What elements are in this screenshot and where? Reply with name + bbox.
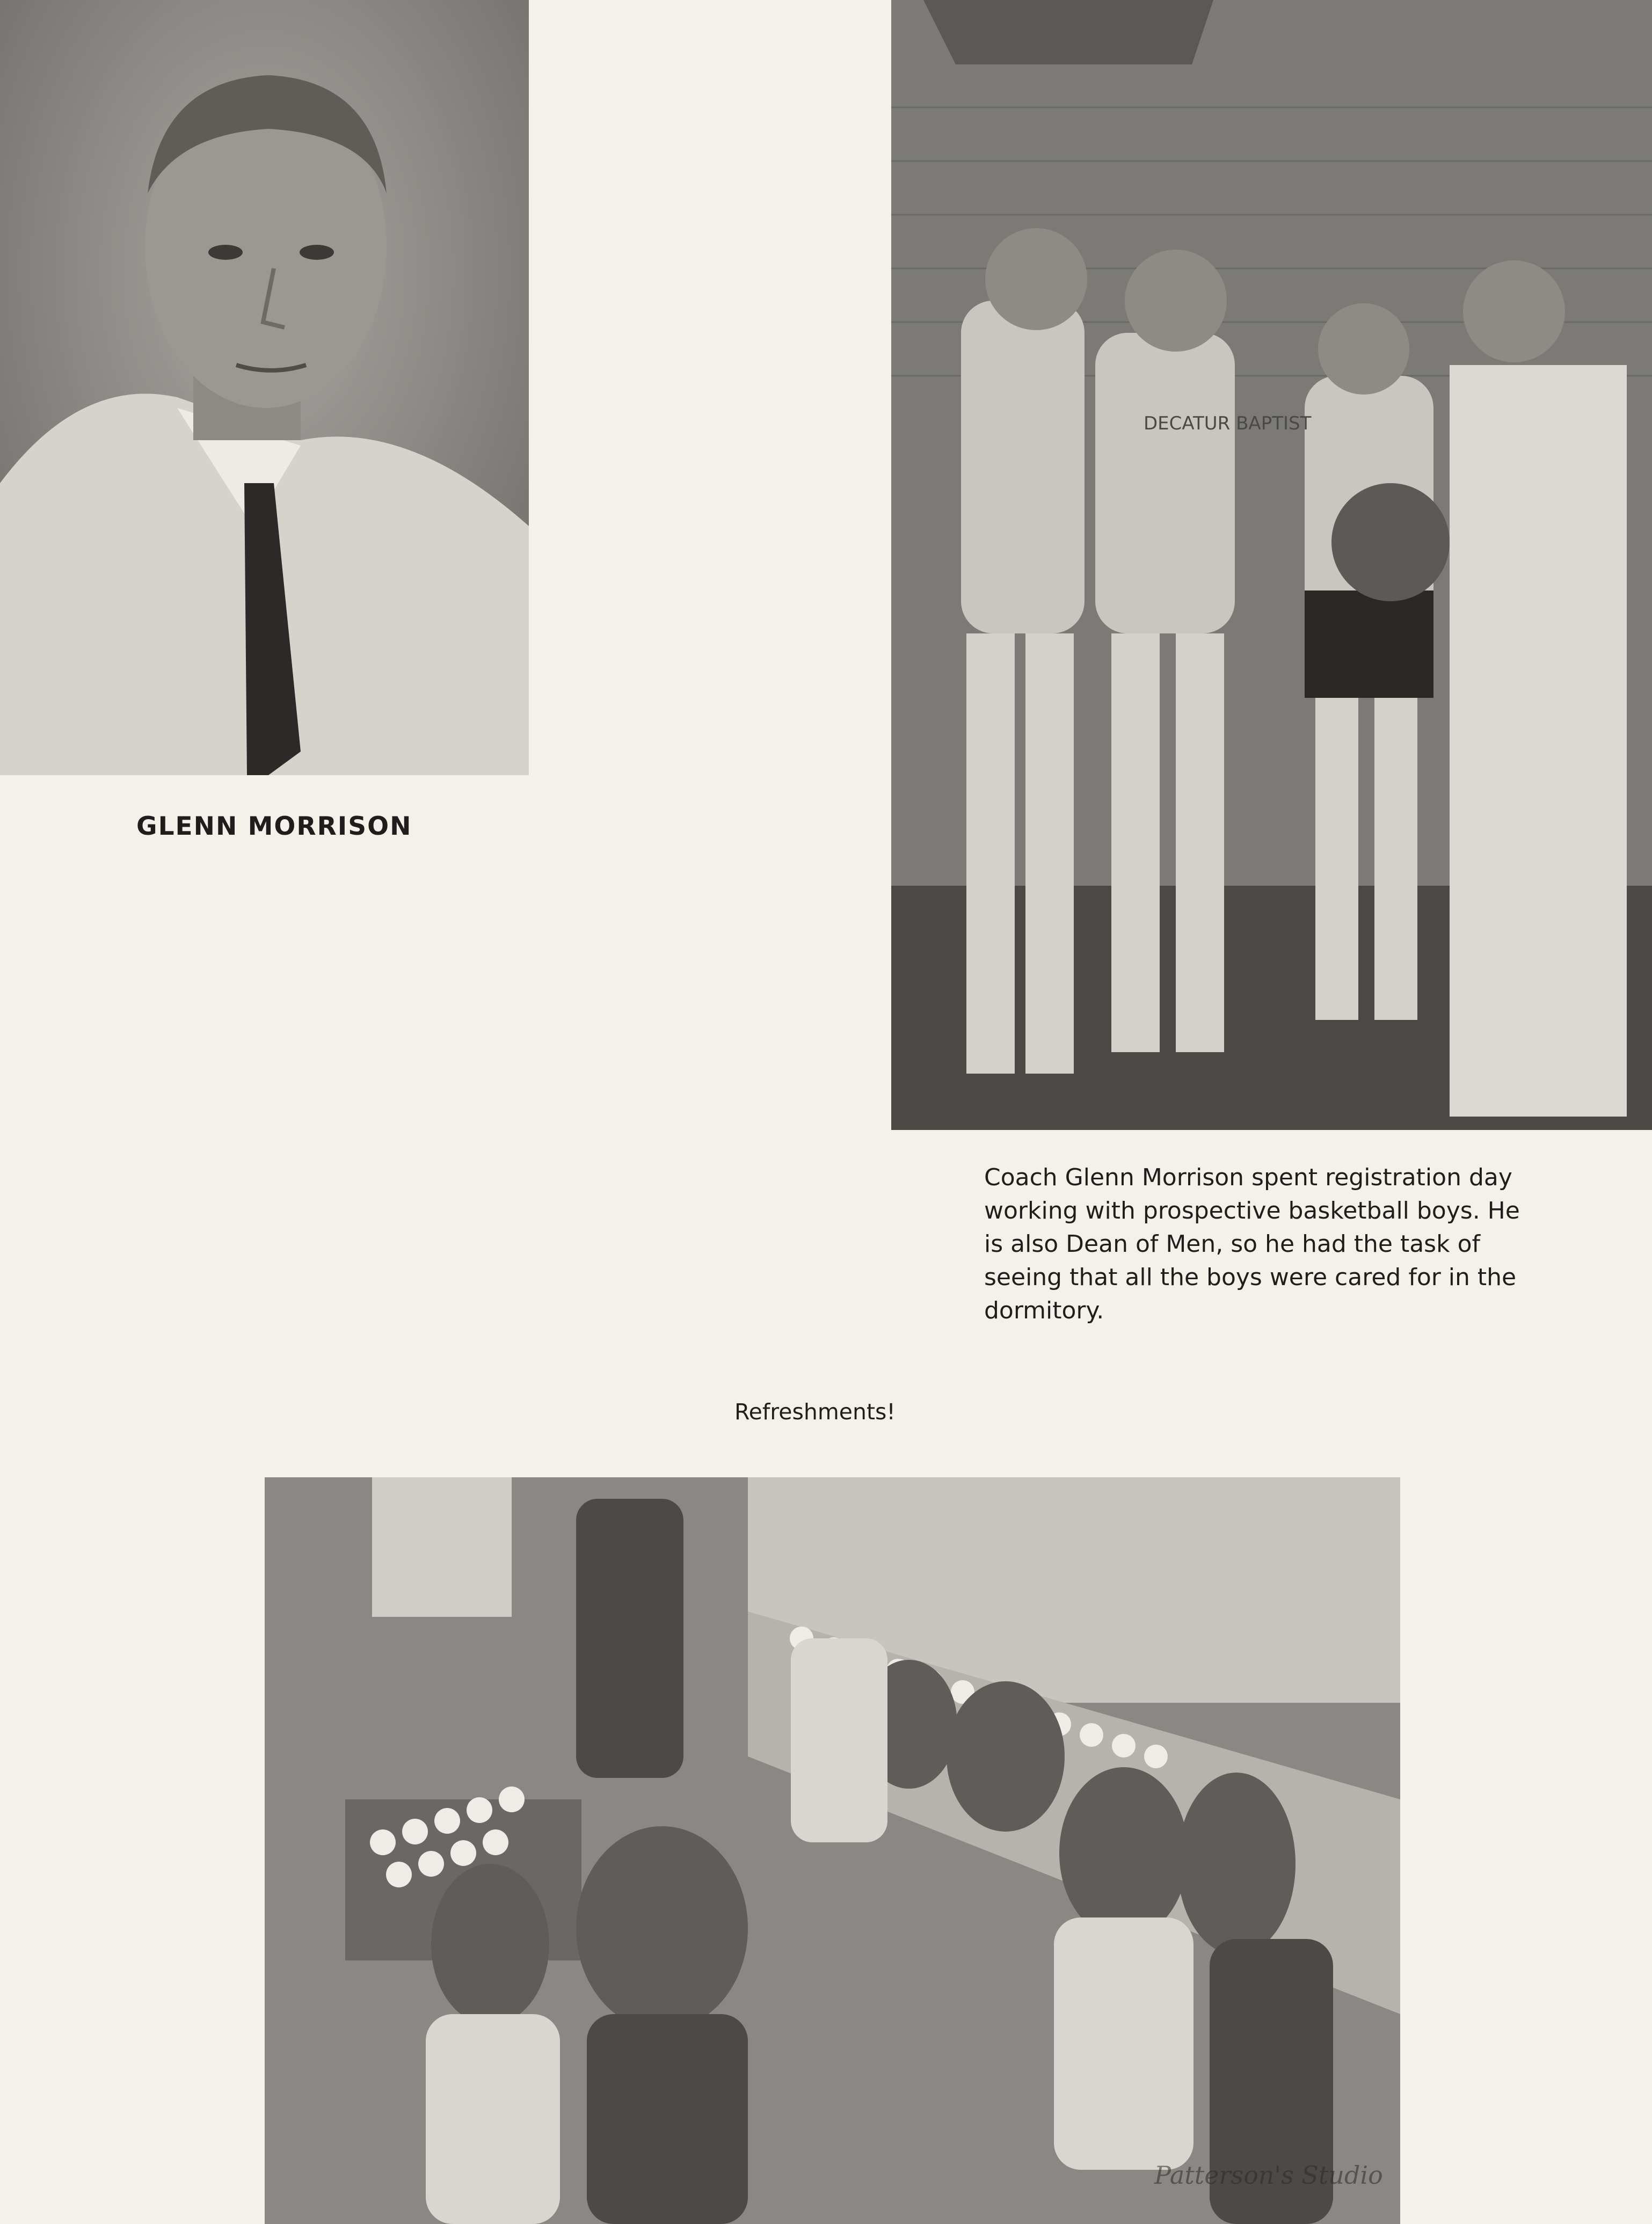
refreshments-caption: Refreshments! — [734, 1399, 896, 1425]
studio-watermark: Patterson's Studio — [1154, 2161, 1383, 2190]
portrait-photo — [0, 0, 529, 775]
basketball-team-image — [891, 0, 1652, 1130]
team-photo-caption: Coach Glenn Morrison spent registration day working with prospective basketball boys. He is also Dean of Men, so he had the task of seeing that all the boys were cared for in the dormitory. — [984, 1164, 1520, 1324]
portrait-image — [0, 0, 529, 775]
portrait-name-caption: GLENN MORRISON — [136, 812, 412, 841]
shirt-text: DECATUR BAPTIST — [1144, 413, 1312, 434]
basketball-team-photo — [891, 0, 1652, 1130]
refreshments-image — [265, 1477, 1400, 2224]
refreshments-photo — [265, 1477, 1400, 2224]
